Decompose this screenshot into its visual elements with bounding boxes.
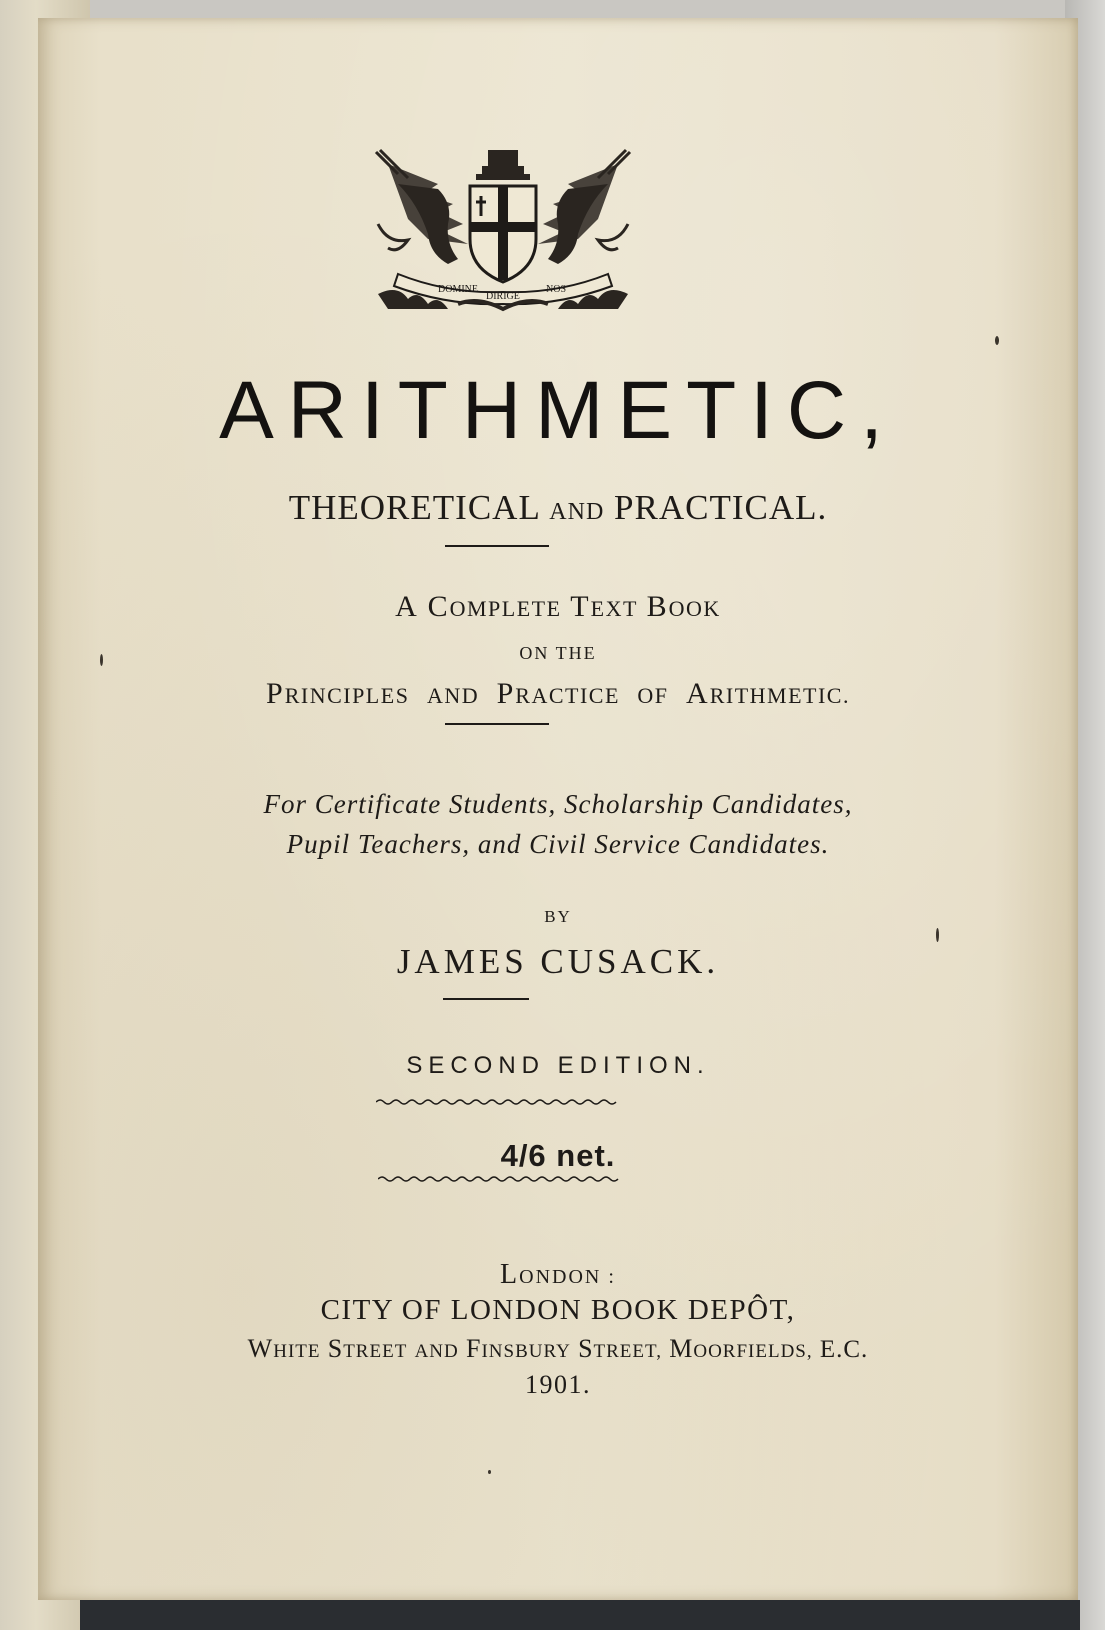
- paper-speck: [100, 654, 103, 666]
- divider-rule-1: [445, 545, 549, 547]
- imprint-place: LONDON :: [500, 1259, 616, 1290]
- description-line-1: A COMPLETE TEXT BOOK: [395, 590, 721, 623]
- divider-rule-2: [445, 723, 549, 725]
- wavy-rule-top: [376, 1096, 620, 1108]
- book-subtitle: [38, 488, 1078, 532]
- subtitle-part1: THEORETICAL: [288, 488, 540, 527]
- book-cover-edge: [80, 1600, 1080, 1630]
- edition-label: SECOND EDITION.: [406, 1052, 710, 1079]
- by-label: BY: [544, 907, 572, 926]
- audience-line-2: Pupil Teachers, and Civil Service Candidates.: [286, 829, 830, 859]
- divider-rule-3: [443, 998, 529, 1000]
- book-title: ARITHMETIC,: [219, 365, 897, 456]
- imprint-address: WHITE STREET AND FINSBURY STREET, MOORFIELDS, E.C.: [247, 1334, 869, 1363]
- motto-center: DIRIGE: [486, 291, 520, 302]
- imprint-year: 1901.: [525, 1370, 591, 1399]
- title-page: [38, 18, 1078, 1600]
- motto-left: DOMINE: [438, 284, 478, 295]
- subtitle-part3: PRACTICAL.: [614, 488, 828, 527]
- paper-speck: [936, 928, 939, 942]
- wavy-rule-bottom: [378, 1173, 622, 1185]
- paper-speck: [488, 1470, 491, 1474]
- coat-of-arms-icon: [368, 144, 638, 314]
- price-label: 4/6 net.: [500, 1138, 616, 1173]
- paper-speck: [995, 336, 999, 345]
- subtitle-part2: AND: [549, 499, 605, 525]
- motto-right: NOS: [546, 284, 567, 295]
- imprint-publisher: CITY OF LONDON BOOK DEPÔT,: [320, 1294, 796, 1326]
- audience-line-1: For Certificate Students, Scholarship Candidates,: [263, 789, 853, 819]
- description-line-2: ON THE: [519, 643, 597, 663]
- author-name: JAMES CUSACK.: [396, 942, 720, 981]
- description-line-3: PRINCIPLES AND PRACTICE OF ARITHMETIC.: [266, 677, 850, 710]
